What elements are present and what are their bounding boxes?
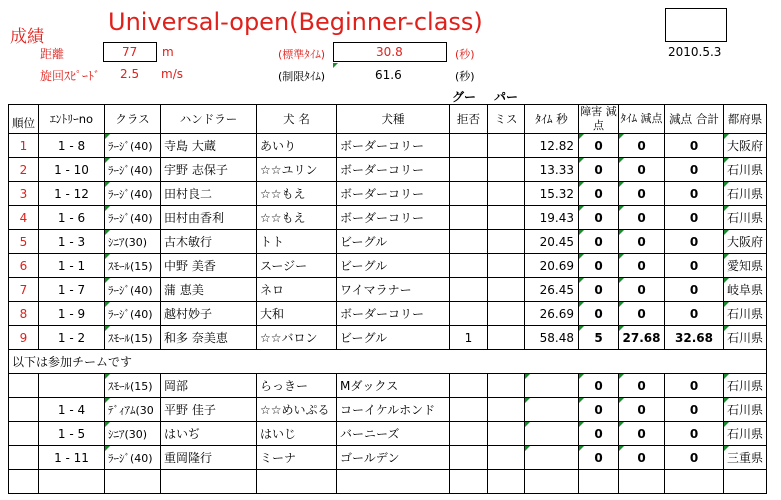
cell-marker [525, 374, 530, 379]
cell-marker [724, 326, 729, 331]
prefecture-cell: 石川県 [724, 206, 767, 230]
cell-marker [105, 182, 110, 187]
breed-cell: ゴールデン [337, 446, 450, 470]
time-penalty-cell: 0 [619, 446, 665, 470]
time-cell [525, 446, 579, 470]
prefecture-cell: 石川県 [724, 422, 767, 446]
breed-cell: Mダックス [337, 374, 450, 398]
prefecture-cell: 石川県 [724, 158, 767, 182]
time-cell [525, 374, 579, 398]
cell-marker [619, 134, 624, 139]
col-handler: ハンドラー [161, 105, 257, 134]
cell-marker [579, 206, 584, 211]
paa-label: パー [494, 90, 519, 104]
breed-cell: ボーダーコリー [337, 206, 450, 230]
prefecture-cell: 大阪府 [724, 230, 767, 254]
class-cell: ﾗｰｼﾞ(40) [105, 134, 161, 158]
cell-marker [619, 422, 624, 427]
distance-unit: m [162, 45, 174, 59]
breed-cell: ボーダーコリー [337, 302, 450, 326]
class-cell: ﾗｰｼﾞ(40) [105, 302, 161, 326]
refuse-cell [450, 422, 488, 446]
handler-cell: 田村由香利 [161, 206, 257, 230]
table-row [9, 230, 767, 254]
total-cell: 0 [665, 278, 724, 302]
table-row [9, 278, 767, 302]
miss-cell [488, 326, 525, 350]
entry-cell: 1 - 6 [39, 206, 105, 230]
time-penalty-cell: 0 [619, 230, 665, 254]
dog-cell: ☆☆もえ [257, 206, 337, 230]
dog-cell: ☆☆ユリン [257, 158, 337, 182]
rank-cell: 2 [9, 158, 39, 182]
obstacle-penalty-cell: 0 [579, 254, 619, 278]
cell-marker [105, 278, 110, 283]
class-cell: ﾗｰｼﾞ(40) [105, 278, 161, 302]
class-cell: ﾗｰｼﾞ(40) [105, 158, 161, 182]
time-cell: 13.33 [525, 158, 579, 182]
entry-cell: 1 - 1 [39, 254, 105, 278]
cell-marker [105, 134, 110, 139]
miss-cell [488, 134, 525, 158]
time-penalty-cell: 0 [619, 158, 665, 182]
obstacle-penalty-cell: 0 [579, 422, 619, 446]
cell-marker [724, 182, 729, 187]
entry-cell: 1 - 10 [39, 158, 105, 182]
entry-cell: 1 - 11 [39, 446, 105, 470]
cell-marker [525, 398, 530, 403]
breed-cell: ビーグル [337, 254, 450, 278]
cell-marker [724, 374, 729, 379]
table-row [9, 326, 767, 350]
refuse-cell [450, 206, 488, 230]
refuse-cell [450, 374, 488, 398]
prefecture-cell: 三重県 [724, 446, 767, 470]
entry-cell: 1 - 2 [39, 326, 105, 350]
prefecture-cell: 石川県 [724, 398, 767, 422]
total-cell: 0 [665, 446, 724, 470]
cell-marker [579, 446, 584, 451]
class-cell: ｼﾆｱ(30) [105, 230, 161, 254]
class-cell: ｽﾓｰﾙ(15) [105, 326, 161, 350]
time-cell: 20.45 [525, 230, 579, 254]
cell-marker [724, 446, 729, 451]
empty-row [9, 470, 767, 494]
total-cell: 32.68 [665, 326, 724, 350]
dog-cell: ☆☆バロン [257, 326, 337, 350]
cell-marker [105, 326, 110, 331]
col-obstacle-penalty: 障害 減点 [580, 105, 617, 132]
obstacle-penalty-cell: 0 [579, 230, 619, 254]
total-cell: 0 [665, 422, 724, 446]
prefecture-cell: 愛知県 [724, 254, 767, 278]
rank-cell [9, 398, 39, 422]
speed-value: 2.5 [120, 67, 140, 81]
refuse-cell [450, 230, 488, 254]
entry-cell: 1 - 4 [39, 398, 105, 422]
obstacle-penalty-cell: 0 [579, 134, 619, 158]
handler-cell: はいぢ [161, 422, 257, 446]
class-cell: ﾗｰｼﾞ(40) [105, 182, 161, 206]
time-penalty-cell: 0 [619, 254, 665, 278]
cell-marker [525, 446, 530, 451]
col-time-penalty: ﾀｲﾑ 減点 [619, 105, 665, 134]
refuse-cell [450, 446, 488, 470]
total-cell: 0 [665, 254, 724, 278]
rank-cell: 8 [9, 302, 39, 326]
goo-label: グー [452, 90, 477, 104]
limit-time-unit: (秒) [455, 70, 475, 83]
miss-cell [488, 374, 525, 398]
cell-marker [724, 302, 729, 307]
results-table [8, 104, 767, 494]
breed-cell: ワイマラナー [337, 278, 450, 302]
refuse-cell [450, 278, 488, 302]
cell-marker [579, 182, 584, 187]
prefecture-cell: 岐阜県 [724, 278, 767, 302]
dog-cell: ミーナ [257, 446, 337, 470]
time-penalty-cell: 0 [619, 302, 665, 326]
time-penalty-cell: 0 [619, 374, 665, 398]
class-cell: ﾗｰｼﾞ(40) [105, 206, 161, 230]
participant-row [9, 374, 767, 398]
table-row [9, 158, 767, 182]
std-time-label: (標準ﾀｲﾑ) [278, 48, 326, 61]
miss-cell [488, 206, 525, 230]
breed-cell: ボーダーコリー [337, 134, 450, 158]
breed-cell: ボーダーコリー [337, 182, 450, 206]
refuse-cell [450, 158, 488, 182]
obstacle-penalty-cell: 5 [579, 326, 619, 350]
cell-marker [525, 422, 530, 427]
refuse-cell [450, 182, 488, 206]
total-cell: 0 [665, 206, 724, 230]
time-cell: 12.82 [525, 134, 579, 158]
participant-row [9, 398, 767, 422]
cell-marker [579, 398, 584, 403]
rank-cell: 7 [9, 278, 39, 302]
cell-marker [619, 206, 624, 211]
time-penalty-cell: 0 [619, 206, 665, 230]
entry-cell: 1 - 8 [39, 134, 105, 158]
rank-cell: 3 [9, 182, 39, 206]
prefecture-cell: 大阪府 [724, 134, 767, 158]
breed-cell: ビーグル [337, 230, 450, 254]
refuse-cell [450, 134, 488, 158]
handler-cell: 中野 美香 [161, 254, 257, 278]
dog-cell: ☆☆めいぷる [257, 398, 337, 422]
table-row [9, 134, 767, 158]
dog-cell: あいり [257, 134, 337, 158]
col-refuse: 拒否 [450, 105, 488, 134]
header-row [9, 105, 767, 134]
total-cell: 0 [665, 134, 724, 158]
refuse-cell [450, 302, 488, 326]
cell-marker [105, 206, 110, 211]
cell-marker [724, 230, 729, 235]
total-cell: 0 [665, 302, 724, 326]
time-penalty-cell: 0 [619, 422, 665, 446]
cell-marker [619, 302, 624, 307]
table-row [9, 302, 767, 326]
cell-marker [105, 302, 110, 307]
page-title: 成績 [10, 27, 44, 47]
col-total: 減点 合計 [665, 105, 724, 134]
participants-heading-row [9, 350, 767, 374]
rank-cell [9, 446, 39, 470]
breed-cell: ボーダーコリー [337, 158, 450, 182]
entry-cell [39, 374, 105, 398]
participant-row [9, 446, 767, 470]
miss-cell [488, 398, 525, 422]
std-time-box [333, 42, 447, 62]
cell-marker [105, 398, 110, 403]
cell-marker [579, 158, 584, 163]
rank-cell: 1 [9, 134, 39, 158]
total-cell: 0 [665, 158, 724, 182]
col-breed: 犬種 [337, 105, 450, 134]
std-time-value: 30.8 [376, 45, 403, 59]
miss-cell [488, 230, 525, 254]
miss-cell [488, 278, 525, 302]
cell-marker [619, 374, 624, 379]
rank-cell: 9 [9, 326, 39, 350]
cell-marker [724, 398, 729, 403]
obstacle-penalty-cell: 0 [579, 374, 619, 398]
speed-unit: m/s [161, 67, 183, 81]
time-penalty-cell: 0 [619, 182, 665, 206]
obstacle-penalty-cell: 0 [579, 158, 619, 182]
time-cell: 20.69 [525, 254, 579, 278]
cell-marker [619, 446, 624, 451]
cell-marker [579, 134, 584, 139]
time-cell: 26.45 [525, 278, 579, 302]
miss-cell [488, 302, 525, 326]
total-cell: 0 [665, 398, 724, 422]
handler-cell: 平野 佳子 [161, 398, 257, 422]
cell-marker [105, 254, 110, 259]
table-row [9, 182, 767, 206]
cell-marker [579, 230, 584, 235]
cell-marker [619, 326, 624, 331]
rank-cell: 6 [9, 254, 39, 278]
miss-cell [488, 182, 525, 206]
cell-marker [579, 326, 584, 331]
dog-cell: はいじ [257, 422, 337, 446]
handler-cell: 宇野 志保子 [161, 158, 257, 182]
cell-marker [724, 206, 729, 211]
class-cell: ｼﾆｱ(30) [105, 422, 161, 446]
time-penalty-cell: 0 [619, 134, 665, 158]
cell-marker [619, 230, 624, 235]
cell-marker [579, 422, 584, 427]
obstacle-penalty-cell: 0 [579, 302, 619, 326]
time-penalty-cell: 27.68 [619, 326, 665, 350]
cell-marker [724, 134, 729, 139]
cell-marker [724, 254, 729, 259]
obstacle-penalty-cell: 0 [579, 278, 619, 302]
cell-marker [579, 302, 584, 307]
cell-marker [105, 422, 110, 427]
participant-row [9, 422, 767, 446]
class-cell: ﾃﾞｨｱﾑ(30 [105, 398, 161, 422]
std-time-unit: (秒) [455, 48, 475, 61]
total-cell: 0 [665, 182, 724, 206]
cell-marker [579, 374, 584, 379]
cell-marker [333, 63, 338, 68]
cell-marker [724, 158, 729, 163]
class-cell: ｽﾓｰﾙ(15) [105, 254, 161, 278]
distance-value: 77 [122, 45, 138, 59]
breed-cell: ビーグル [337, 326, 450, 350]
cell-marker [579, 278, 584, 283]
time-penalty-cell: 0 [619, 398, 665, 422]
entry-cell: 1 - 3 [39, 230, 105, 254]
handler-cell: 田村良二 [161, 182, 257, 206]
cell-marker [619, 398, 624, 403]
col-entry: ｴﾝﾄﾘｰno [39, 105, 105, 134]
dog-cell: スージー [257, 254, 337, 278]
class-cell: ｽﾓｰﾙ(15) [105, 374, 161, 398]
handler-cell: 蒲 恵美 [161, 278, 257, 302]
handler-cell: 岡部 [161, 374, 257, 398]
cell-marker [579, 254, 584, 259]
distance-box [103, 42, 157, 62]
refuse-cell: 1 [450, 326, 488, 350]
obstacle-penalty-cell: 0 [579, 182, 619, 206]
time-cell: 26.69 [525, 302, 579, 326]
refuse-cell [450, 254, 488, 278]
cell-marker [619, 182, 624, 187]
event-title: Universal-open(Beginner-class) [108, 8, 483, 36]
breed-cell: バーニーズ [337, 422, 450, 446]
time-cell [525, 422, 579, 446]
participants-label: 以下は参加チームです [9, 350, 767, 374]
stamp-box [665, 8, 727, 42]
total-cell: 0 [665, 374, 724, 398]
col-dog: 犬 名 [257, 105, 337, 134]
cell-marker [105, 158, 110, 163]
miss-cell [488, 158, 525, 182]
entry-cell: 1 - 5 [39, 422, 105, 446]
dog-cell: ☆☆もえ [257, 182, 337, 206]
rank-cell [9, 422, 39, 446]
miss-cell [488, 254, 525, 278]
prefecture-cell: 石川県 [724, 182, 767, 206]
col-time: ﾀｲﾑ 秒 [525, 105, 579, 134]
obstacle-penalty-cell: 0 [579, 446, 619, 470]
time-cell: 58.48 [525, 326, 579, 350]
miss-cell [488, 446, 525, 470]
limit-time-label: (制限ﾀｲﾑ) [278, 70, 326, 83]
rank-cell: 4 [9, 206, 39, 230]
time-cell [525, 398, 579, 422]
dog-cell: 大和 [257, 302, 337, 326]
time-cell: 19.43 [525, 206, 579, 230]
handler-cell: 越村妙子 [161, 302, 257, 326]
entry-cell: 1 - 7 [39, 278, 105, 302]
total-cell: 0 [665, 230, 724, 254]
cell-marker [724, 278, 729, 283]
table-row [9, 254, 767, 278]
col-rank: 順位 [9, 105, 39, 134]
entry-cell: 1 - 12 [39, 182, 105, 206]
dog-cell: らっきー [257, 374, 337, 398]
col-miss: ミス [488, 105, 525, 134]
dog-cell: トト [257, 230, 337, 254]
obstacle-penalty-cell: 0 [579, 206, 619, 230]
breed-cell: コーイケルホンド [337, 398, 450, 422]
handler-cell: 寺島 大蔵 [161, 134, 257, 158]
table-row [9, 206, 767, 230]
handler-cell: 重岡隆行 [161, 446, 257, 470]
cell-marker [619, 278, 624, 283]
rank-cell: 5 [9, 230, 39, 254]
col-class: クラス [105, 105, 161, 134]
distance-label: 距離 [40, 47, 65, 61]
prefecture-cell: 石川県 [724, 374, 767, 398]
class-cell: ﾗｰｼﾞ(40) [105, 446, 161, 470]
miss-cell [488, 422, 525, 446]
col-prefecture: 都府県 [724, 105, 767, 134]
refuse-cell [450, 398, 488, 422]
cell-marker [105, 446, 110, 451]
cell-marker [105, 374, 110, 379]
rank-cell [9, 374, 39, 398]
entry-cell: 1 - 9 [39, 302, 105, 326]
handler-cell: 和多 奈美恵 [161, 326, 257, 350]
cell-marker [619, 254, 624, 259]
dog-cell: ネロ [257, 278, 337, 302]
speed-label: 旋回ｽﾋﾟｰﾄﾞ [40, 69, 101, 83]
cell-marker [724, 422, 729, 427]
cell-marker [105, 230, 110, 235]
time-penalty-cell: 0 [619, 278, 665, 302]
time-cell: 15.32 [525, 182, 579, 206]
limit-time-value: 61.6 [375, 68, 402, 82]
prefecture-cell: 石川県 [724, 326, 767, 350]
cell-marker [619, 158, 624, 163]
obstacle-penalty-cell: 0 [579, 398, 619, 422]
date: 2010.5.3 [668, 45, 722, 59]
prefecture-cell: 石川県 [724, 302, 767, 326]
handler-cell: 古木敏行 [161, 230, 257, 254]
